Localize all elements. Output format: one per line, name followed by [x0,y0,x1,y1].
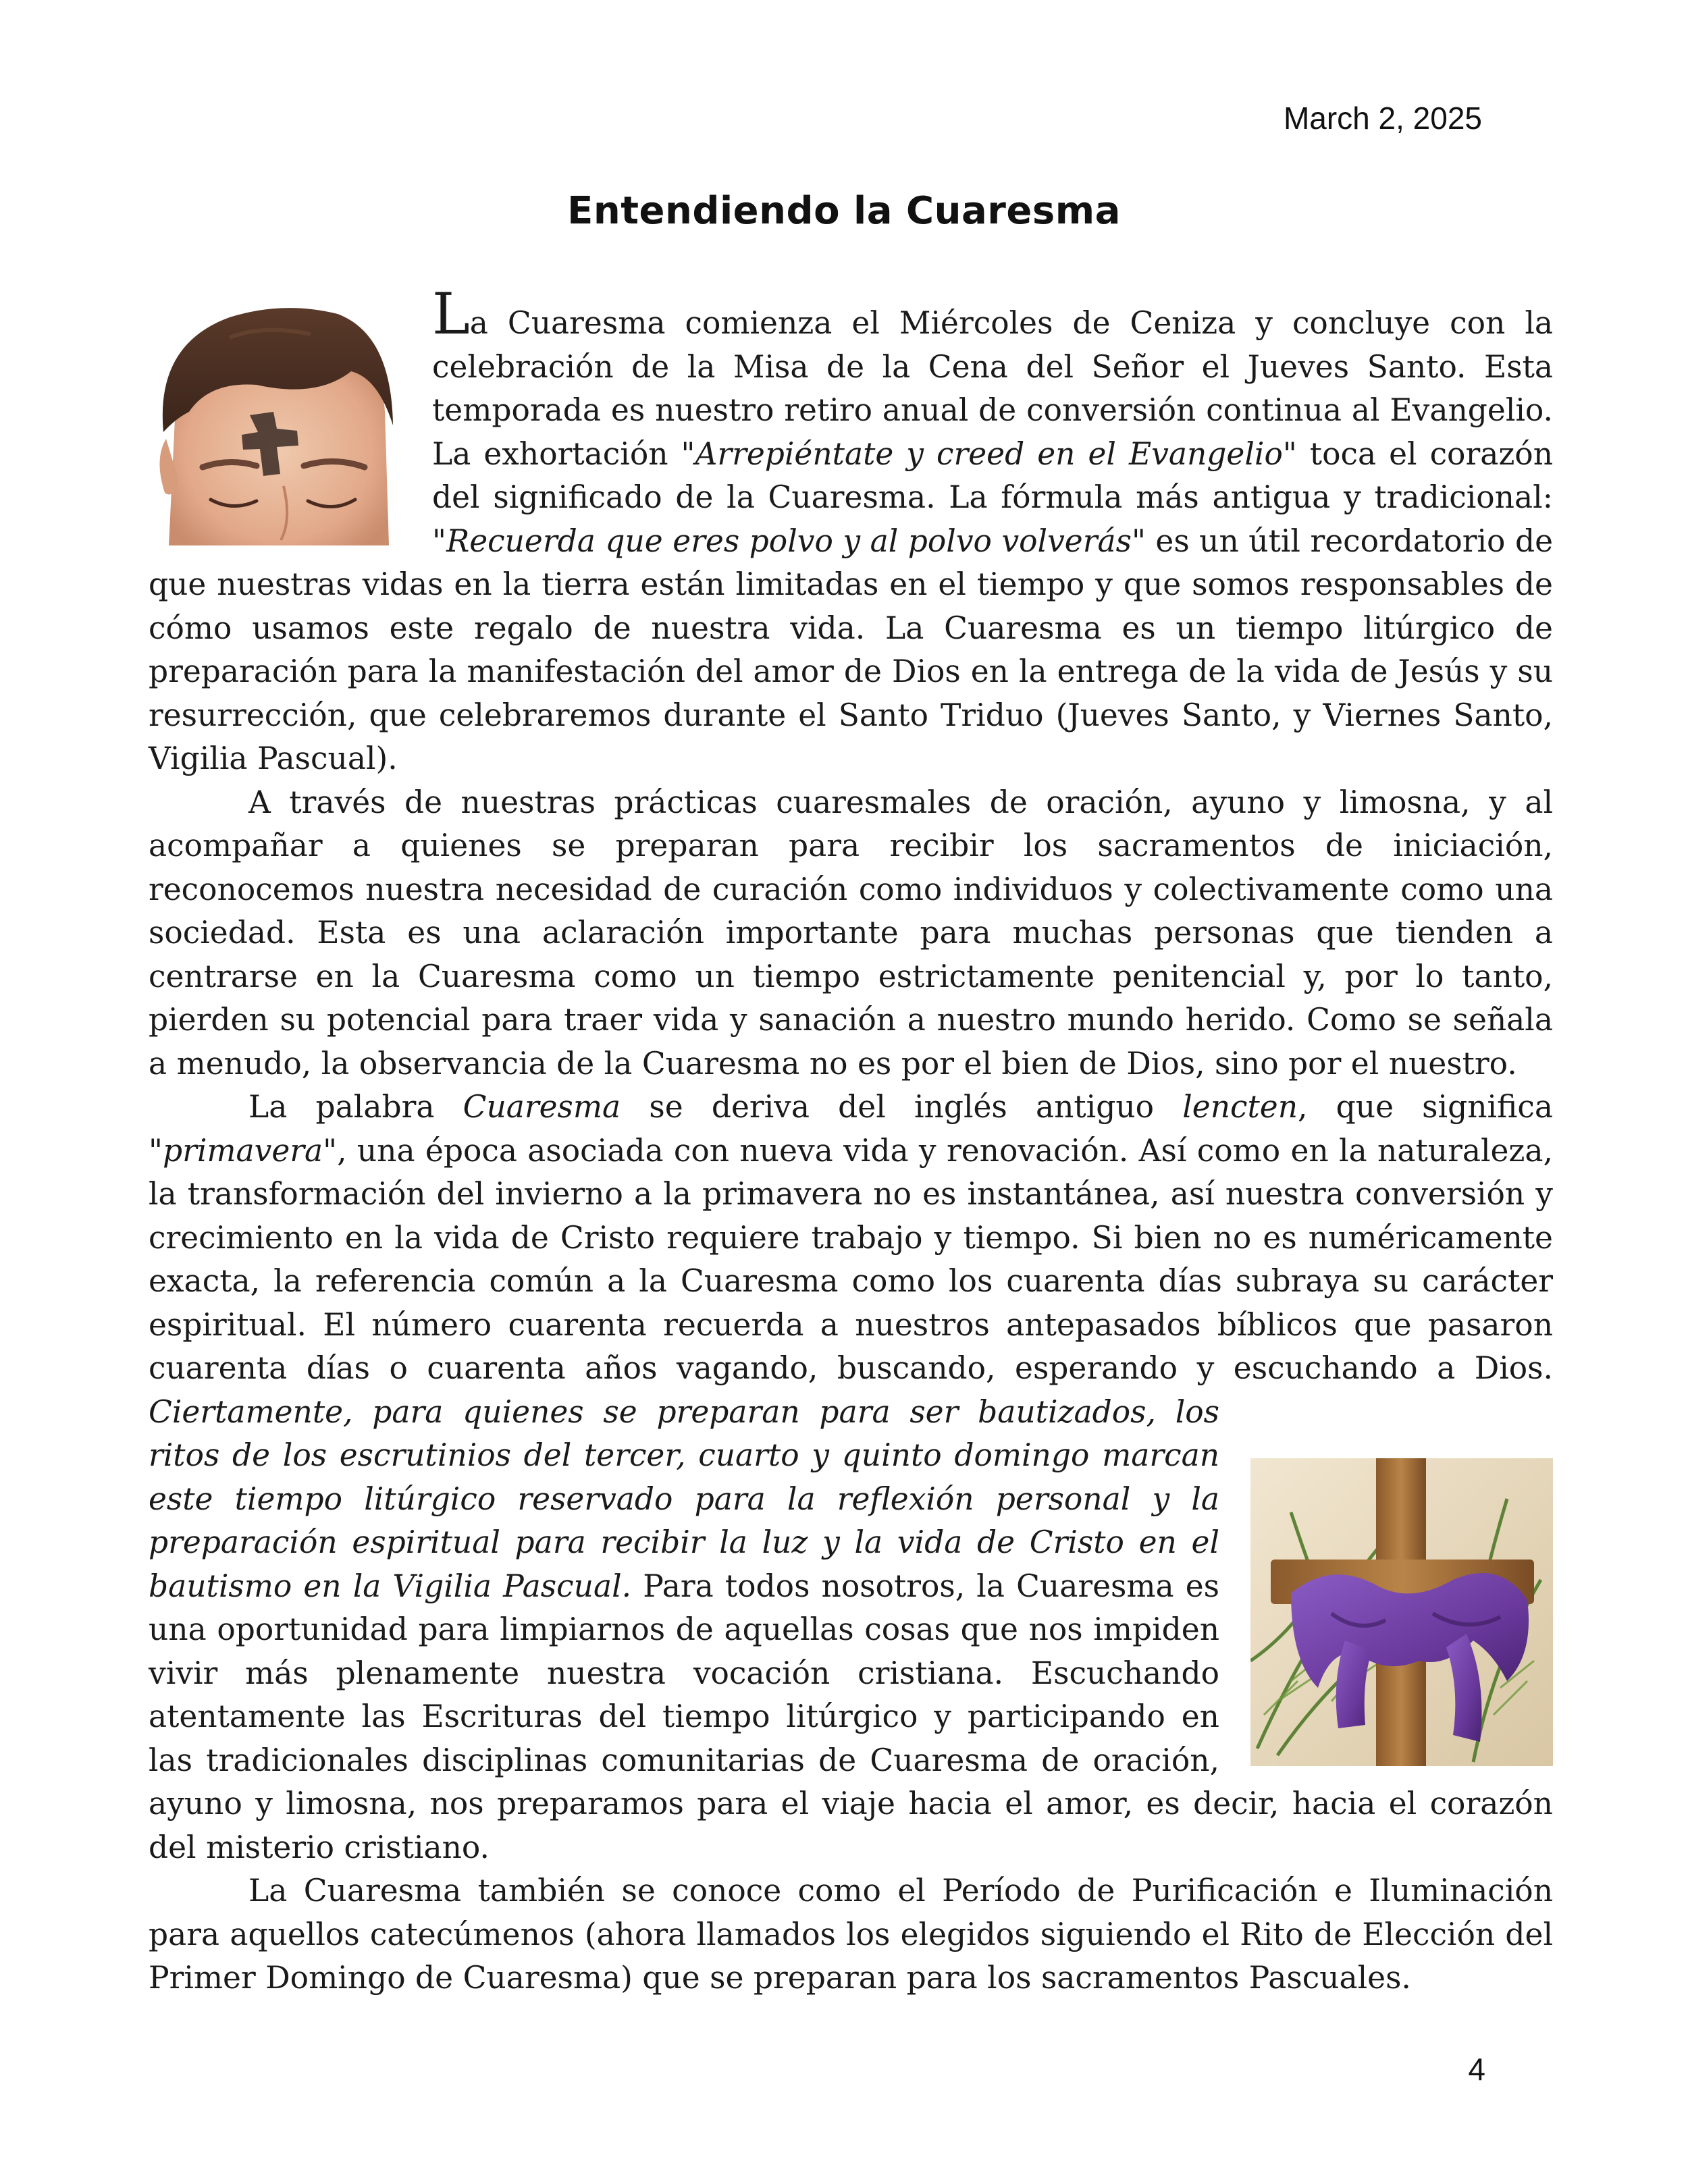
p3-text-i: Para todos nosotros, la Cuaresma es una oportunidad para limpiarnos de aquellas cosas que nos impiden vivir más plenamente nuestra vocación cristiana. Escuchando atentamente las Escrituras del tiempo litúrgico y participando en las tradicionales disciplinas comunitarias de Cuaresma de oración, ayuno y limosna, nos preparamos para el viaje hacia el amor, es decir, hacia el corazón del misterio cristiano. [149,1568,1553,1865]
article-body [149,281,1554,2000]
page-number: 4 [1468,2052,1485,2087]
p1-quote-2: Recuerda que eres polvo y al polvo volverás [446,523,1132,559]
p3-word-lencten: lencten [1182,1089,1298,1125]
p1-quote-1: Arrepiéntate y creed en el Evangelio [695,435,1283,472]
article-title: Entendiendo la Cuaresma [567,189,1121,233]
p1-text-e: " es un útil recordatorio de que nuestras vidas en la tierra están limitadas en el tiempo y que somos responsables de cómo usamos este regalo de nuestra vida. La Cuaresma es un tiempo litúrgico de preparación para la manifestación del amor de Dios en la entrega de la vida de Jesús y su resurrección, que celebraremos durante el Santo Triduo (Jueves Santo, y Viernes Santo, Vigilia Pascual). [149,523,1553,776]
p3-text-c: se deriva del inglés antiguo [621,1089,1183,1125]
p3-italic-passage: Ciertamente, para quienes se preparan para ser bautizados, los ritos de los escrutinios del tercer, cuarto y quinto domingo marcan este tiempo litúrgico reservado para la reflexión personal y la preparación espiritual para recibir la luz y la vida de Cristo en el bautismo en la Vigilia Pascual. [149,1393,1219,1604]
p1-text-a: a Cuaresma comienza el Miércoles de Ceniza y concluye con la celebración de la Misa de la Cena del Señor el Jueves Santo. Esta temporada es nuestro retiro anual de conversión continua al Evangelio. La exhortación " [432,305,1553,472]
ash-wednesday-photo [149,297,406,545]
drop-cap: L [432,281,470,347]
p3-text-g: ", una época asociada con nueva vida y renovación. Así como en la naturaleza, la transformación del invierno a la primavera no es instantánea, así nuestra conversión y crecimiento en la vida de Cristo requiere trabajo y tiempo. Si bien no es numéricamente exacta, la referencia común a la Cuaresma como los cuarenta días subraya su carácter espiritual. El número cuarenta recuerda a nuestros antepasados bíblicos que pasaron cuarenta días o cuarenta años vagando, buscando, esperando y escuchando a Dios. [149,1132,1553,1386]
p3-word-primavera: primavera [162,1132,323,1169]
p3-word-cuaresma: Cuaresma [463,1089,621,1125]
p3-text-a: La palabra [248,1089,463,1125]
document-date: March 2, 2025 [1283,101,1482,136]
p1-text-c: " toca el corazón del significado de la Cuaresma. La fórmula más antigua y tradicional: " [432,435,1553,559]
paragraph-2: A través de nuestras prácticas cuaresmales de oración, ayuno y limosna, y al acompañar a quienes se preparan para recibir los sacramentos de iniciación, reconocemos nuestra necesidad de curación como individuos y colectivamente como una sociedad. Esta es una aclaración importante para muchas personas que tienden a centrarse en la Cuaresma como un tiempo estrictamente penitencial y, por lo tanto, pierden su potencial para traer vida y sanación a nuestro mundo herido. Como se señala a menudo, la observancia de la Cuaresma no es por el bien de Dios, sino por el nuestro. [149,784,1553,1082]
paragraph-3 [149,1086,1553,1869]
paragraph-4: La Cuaresma también se conoce como el Período de Purificación e Iluminación para aquellos catecúmenos (ahora llamados los elegidos siguiendo el Rito de Elección del Primer Domingo de Cuaresma) que se preparan para los sacramentos Pascuales. [149,1873,1553,1996]
p3-text-e: , que significa " [149,1089,1554,1169]
cross-with-purple-cloth-image [1250,1458,1553,1766]
